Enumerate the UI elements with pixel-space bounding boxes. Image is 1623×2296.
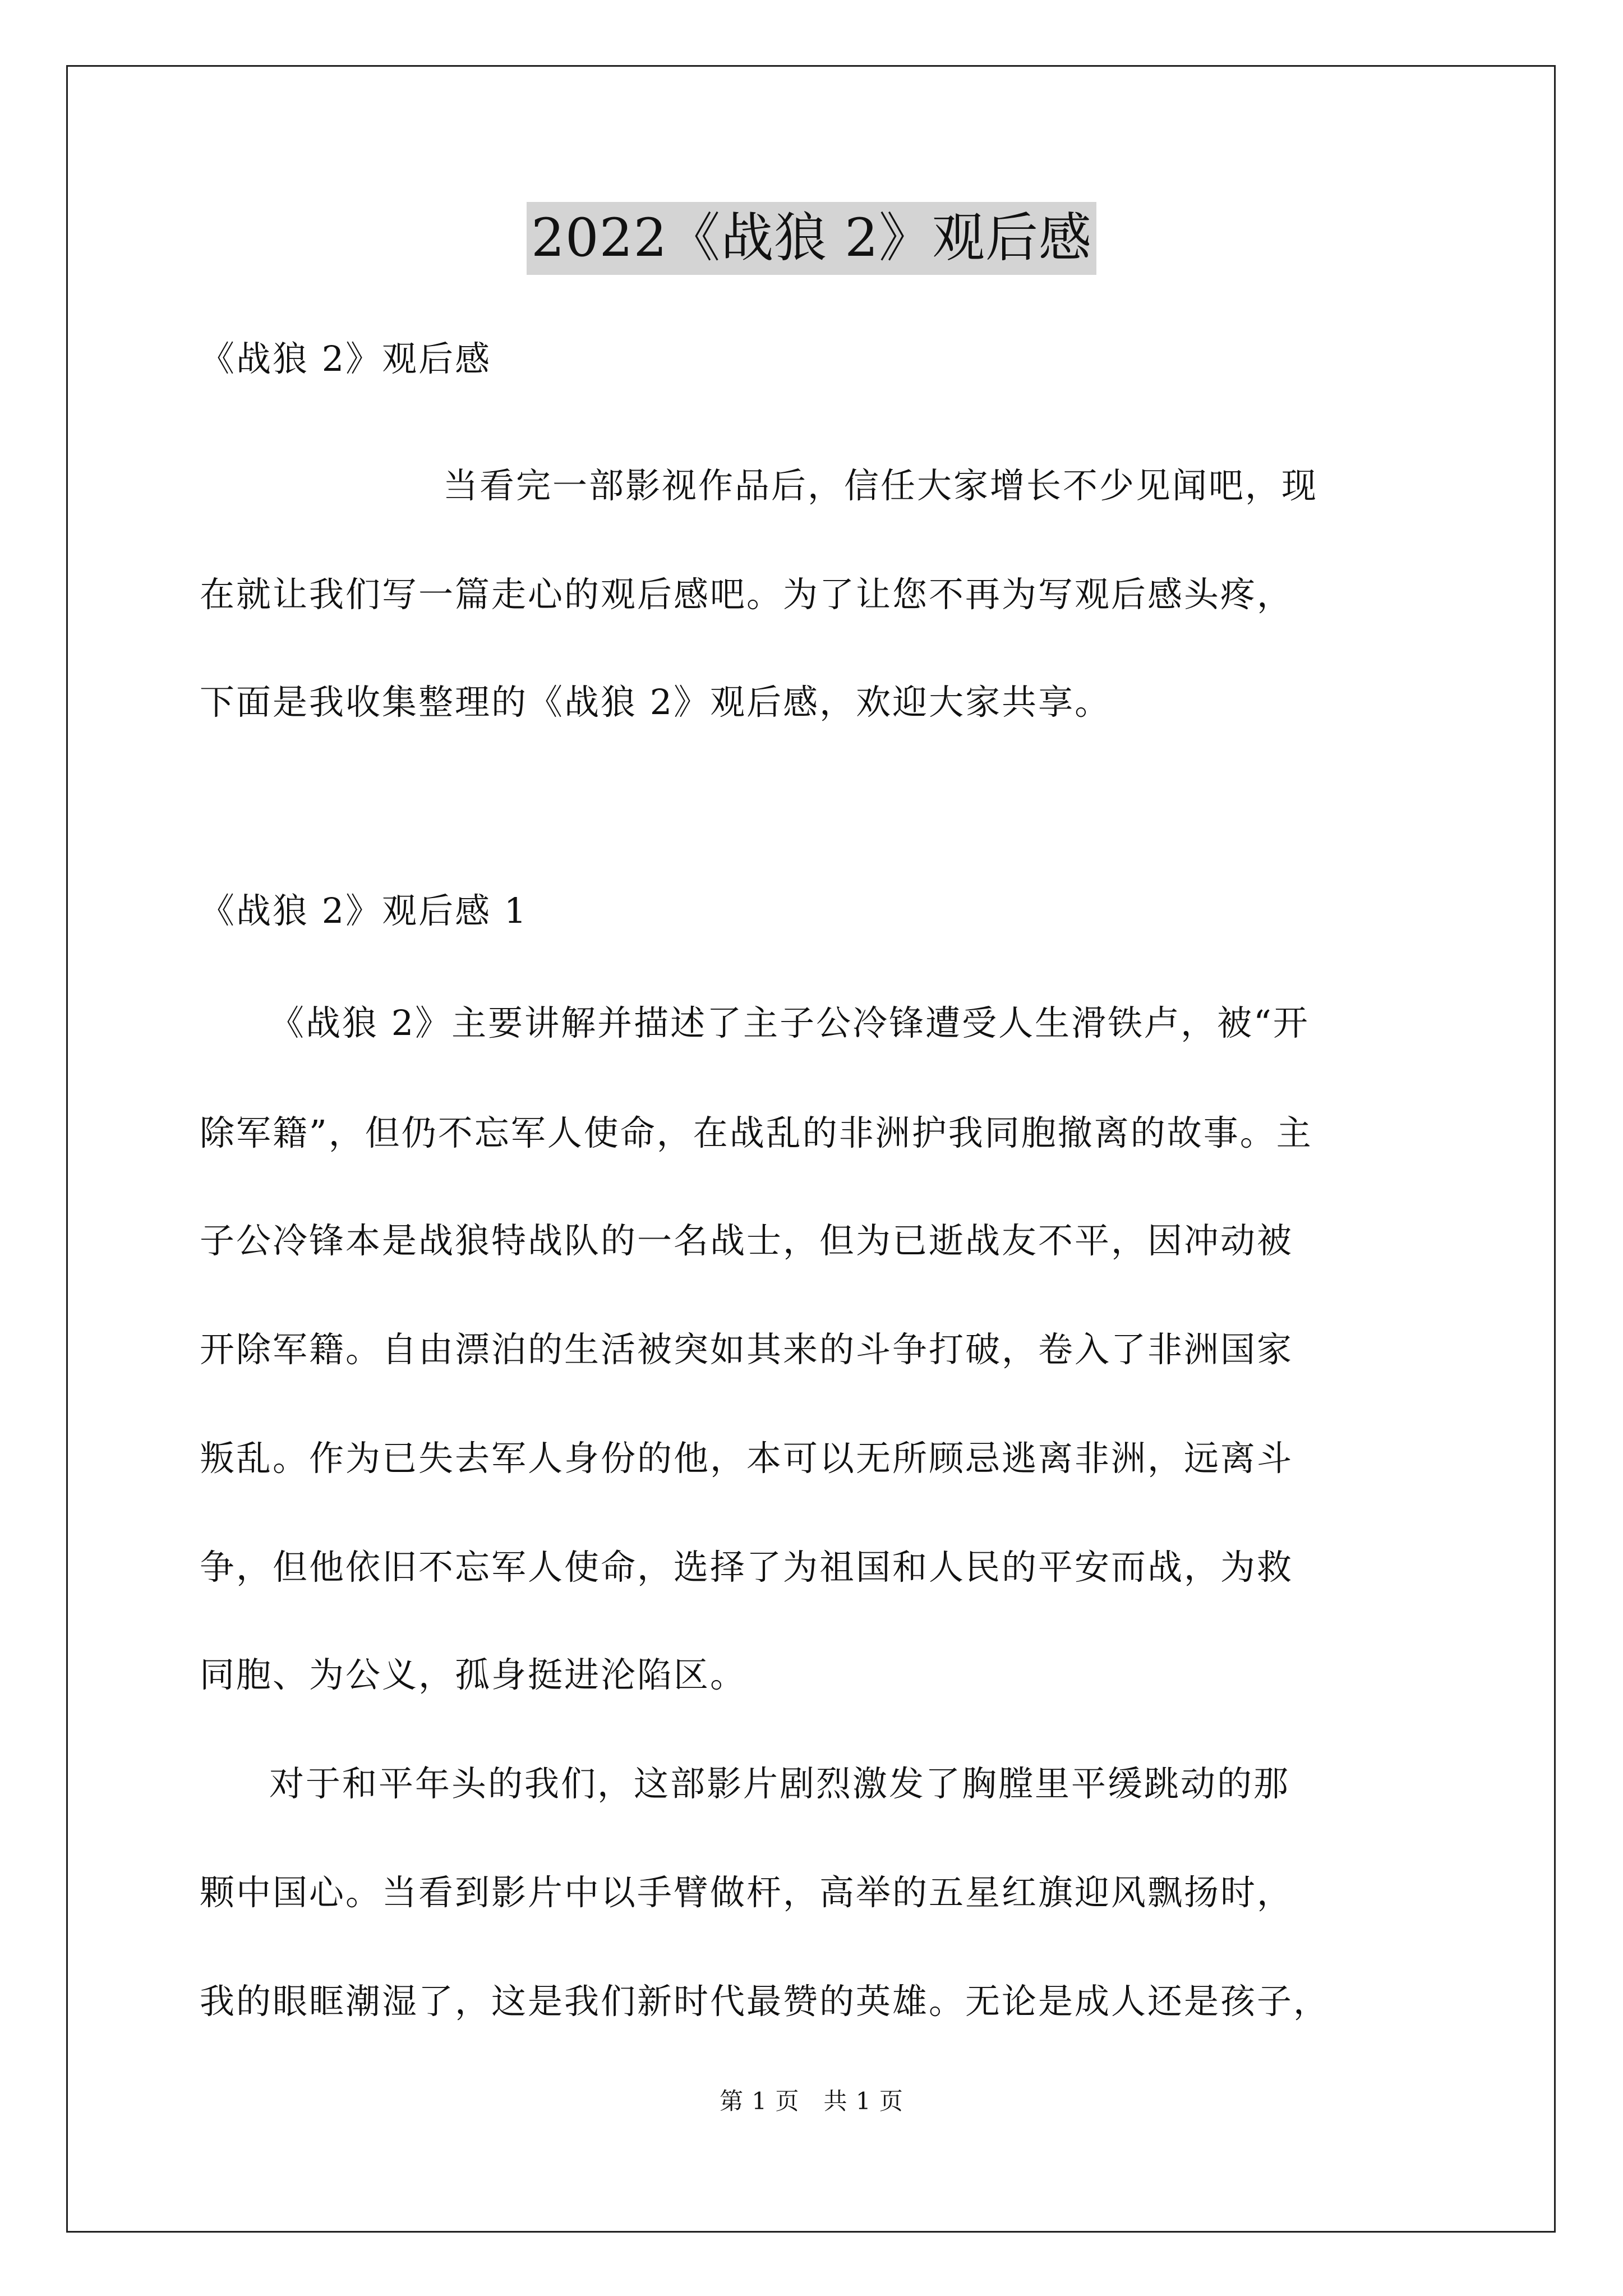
paragraph1-line-5: 叛乱。作为已失去军人身份的他，本可以无所顾忌逃离非洲，远离斗	[200, 1438, 1294, 1479]
intro-line-1: 当看完一部影视作品后，信任大家增长不少见闻吧，现	[443, 465, 1318, 506]
paragraph1-line-1: 《战狼 2》主要讲解并描述了主子公冷锋遭受人生滑铁卢，被“开	[269, 1002, 1310, 1043]
page-number: 第 1 页 共 1 页	[720, 2087, 903, 2115]
paragraph2-line-3: 我的眼眶潮湿了，这是我们新时代最赞的英雄。无论是成人还是孩子，	[200, 1981, 1330, 2022]
title-container	[0, 202, 1623, 275]
paragraph1-line-3: 子公冷锋本是战狼特战队的一名战士，但为已逝战友不平，因冲动被	[200, 1220, 1294, 1261]
paragraph1-line-6: 争，但他依旧不忘军人使命，选择了为祖国和人民的平安而战，为救	[200, 1547, 1294, 1588]
document-title: 2022《战狼 2》观后感	[527, 202, 1096, 275]
subtitle: 《战狼 2》观后感	[200, 338, 492, 379]
paragraph1-line-4: 开除军籍。自由漂泊的生活被突如其来的斗争打破，卷入了非洲国家	[200, 1329, 1294, 1370]
paragraph2-line-1: 对于和平年头的我们，这部影片剧烈激发了胸膛里平缓跳动的那	[269, 1763, 1290, 1804]
intro-line-3: 下面是我收集整理的《战狼 2》观后感，欢迎大家共享。	[200, 682, 1112, 723]
section-heading: 《战狼 2》观后感 1	[200, 890, 528, 931]
paragraph1-line-2: 除军籍”，但仍不忘军人使命，在战乱的非洲护我同胞撤离的故事。主	[200, 1112, 1313, 1153]
paragraph2-line-2: 颗中国心。当看到影片中以手臂做杆，高举的五星红旗迎风飘扬时，	[200, 1872, 1294, 1913]
intro-line-2: 在就让我们写一篇走心的观后感吧。为了让您不再为写观后感头疼，	[200, 574, 1294, 615]
paragraph1-line-7: 同胞、为公义，孤身挺进沦陷区。	[200, 1654, 747, 1695]
